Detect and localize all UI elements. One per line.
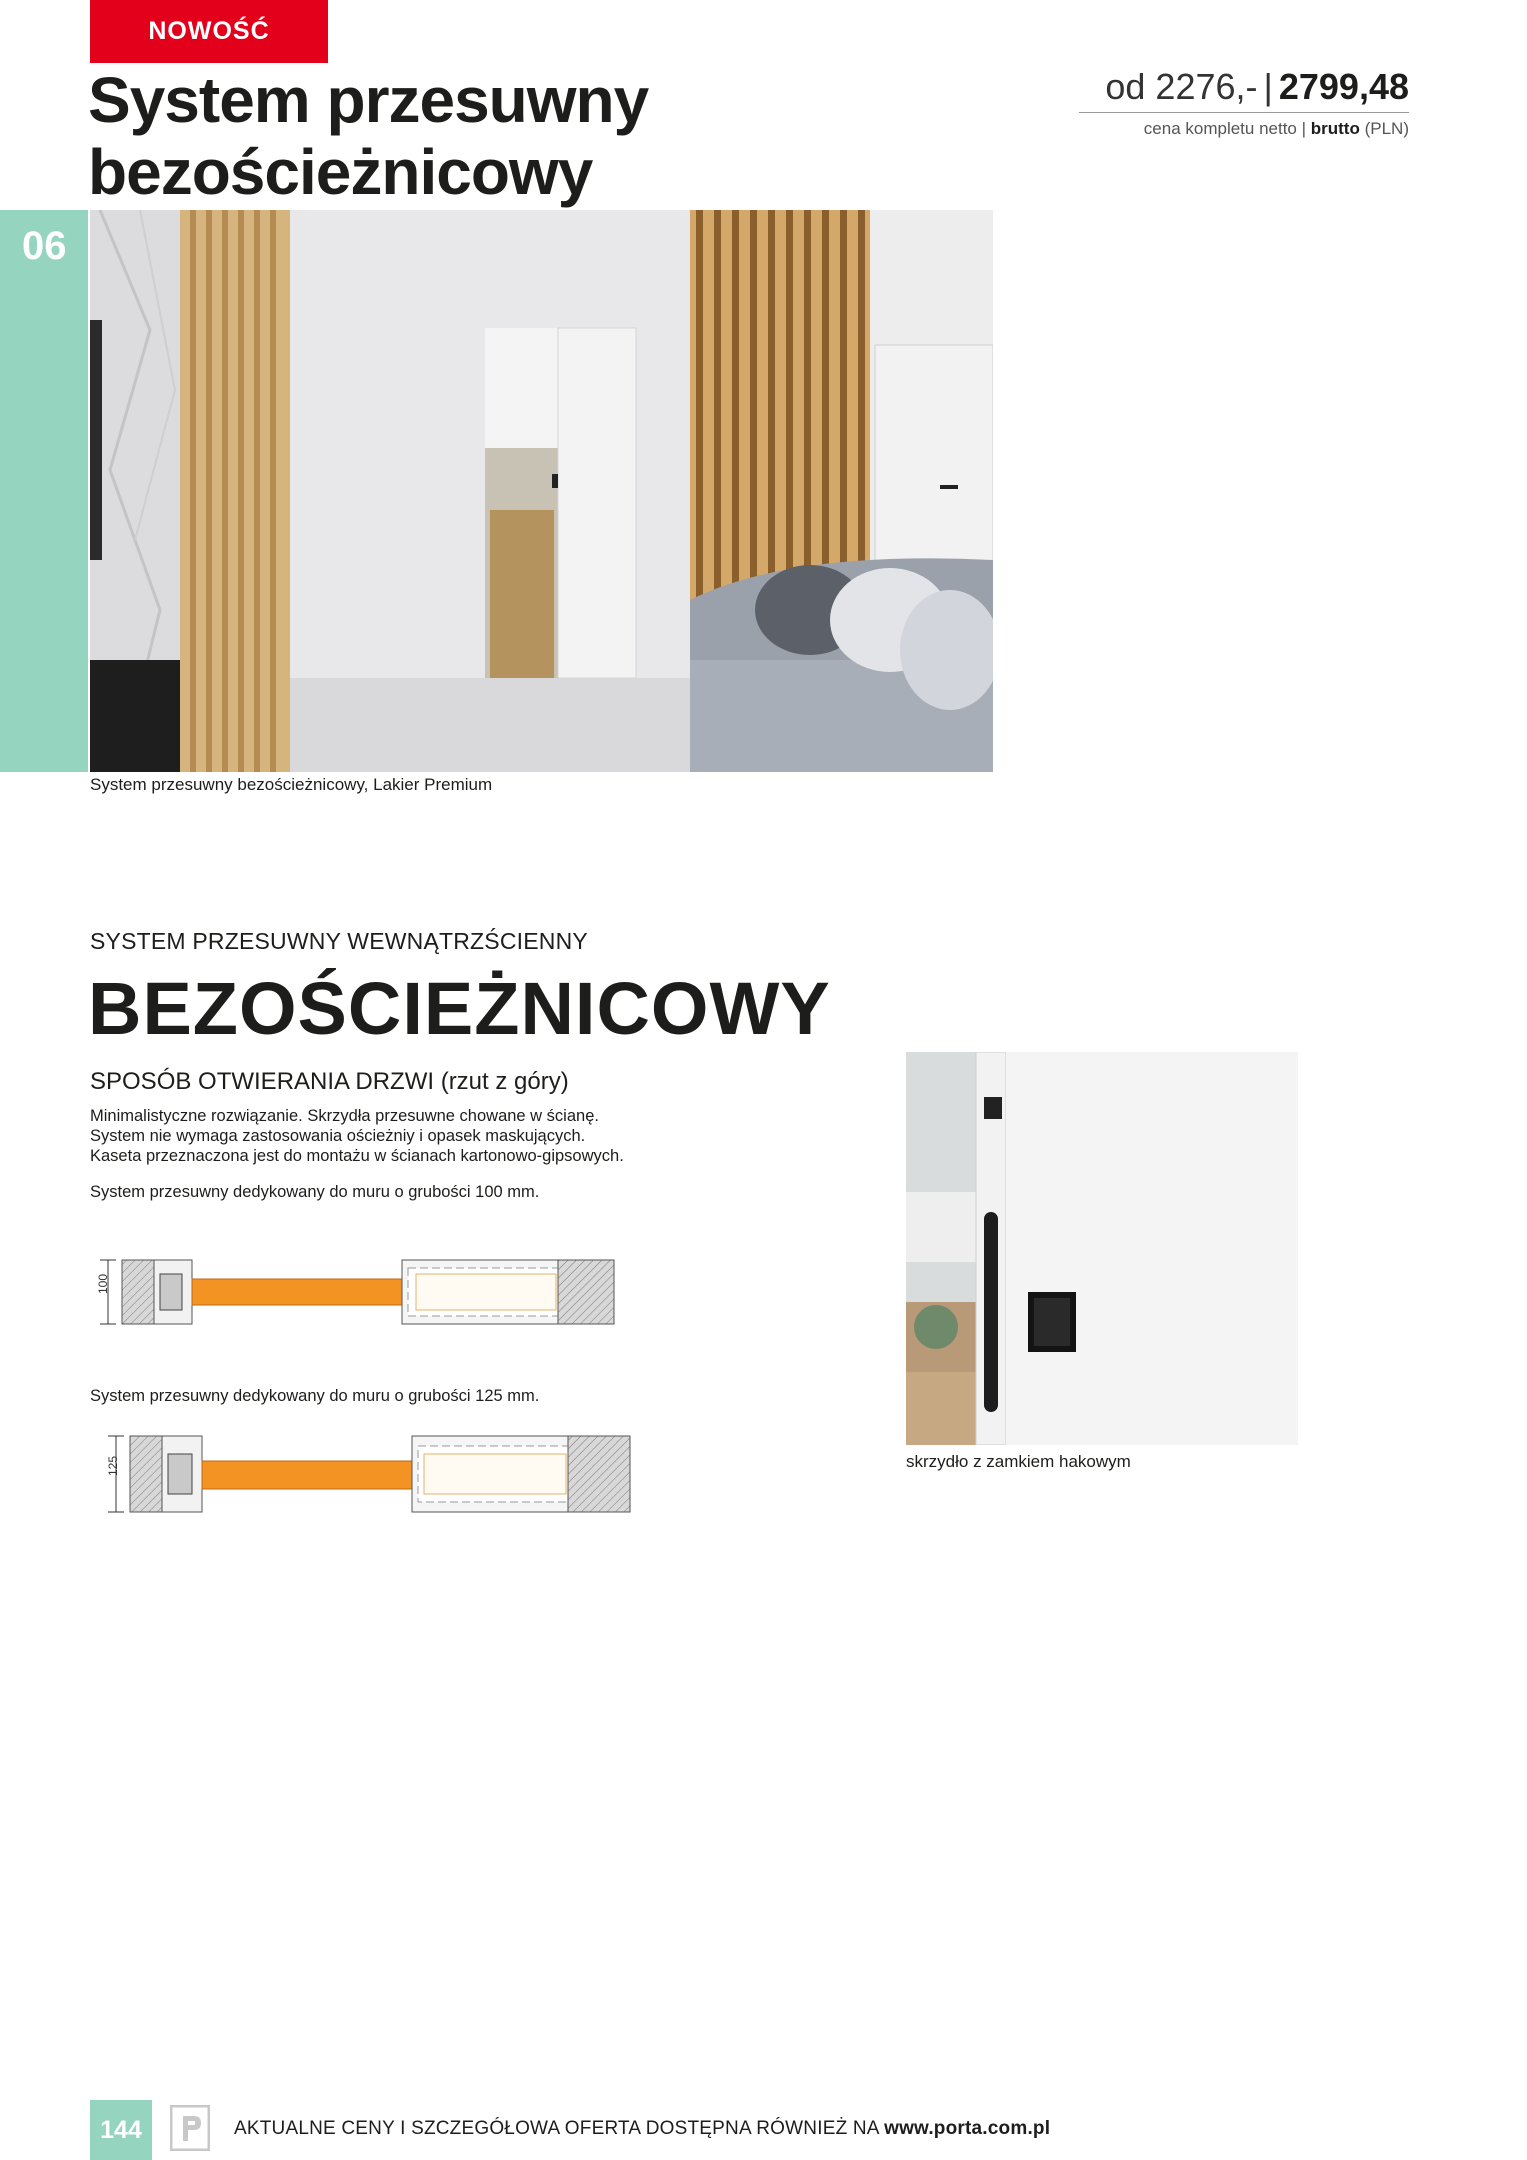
title-line-1: System przesuwny [88, 64, 649, 136]
title-line-2: bezościeżnicowy [88, 136, 593, 208]
chapter-number: 06 [22, 224, 67, 268]
page-title [88, 64, 648, 208]
price-block [1079, 64, 1409, 139]
chapter-tab [0, 210, 88, 772]
price-divider [1079, 112, 1409, 113]
porta-logo-icon [170, 2105, 210, 2151]
plan-diagram-100 [90, 1254, 670, 1334]
door-lock-caption: skrzydło z zamkiem hakowym [906, 1452, 1131, 1471]
price-note-bold: brutto [1310, 119, 1360, 138]
page-number-label: 144 [100, 2115, 142, 2144]
price-separator: | [1263, 66, 1273, 107]
description-line-2: System nie wymaga zastosowania ościeżniy i opasek maskujących. [90, 1127, 586, 1145]
section-kicker: SYSTEM PRZESUWNY WEWNĄTRZŚCIENNY [90, 928, 588, 954]
footer-text [234, 2118, 1050, 2140]
door-lock-photo [906, 1052, 1298, 1445]
plan-diagram-125-drawing [90, 1426, 680, 1516]
footer-url[interactable]: www.porta.com.pl [884, 2118, 1051, 2139]
price-note-suffix: (PLN) [1364, 119, 1409, 138]
page-number [90, 2100, 152, 2160]
description-line-1: Minimalistyczne rozwiązanie. Skrzydła przesuwne chowane w ścianę. [90, 1107, 599, 1125]
opening-method-heading: SPOSÓB OTWIERANIA DRZWI (rzut z góry) [90, 1068, 569, 1095]
plan-diagram-125 [90, 1426, 680, 1516]
description-line-3: Kaseta przeznaczona jest do montażu w ścianach kartonowo-gipsowych. [90, 1147, 624, 1165]
price-row [1079, 64, 1409, 110]
dimension-125-label: 125 [106, 1455, 120, 1476]
wall-125-note: System przesuwny dedykowany do muru o grubości 125 mm. [90, 1387, 540, 1405]
hero-caption: System przesuwny bezościeżnicowy, Lakier Premium [90, 775, 493, 794]
dimension-100-label: 100 [96, 1273, 110, 1294]
price-net: od 2276,- [1105, 66, 1258, 107]
new-badge-label: NOWOŚĆ [148, 17, 270, 45]
section-title: BEZOŚCIEŻNICOWY [88, 967, 831, 1050]
wall-100-note: System przesuwny dedykowany do muru o grubości 100 mm. [90, 1183, 540, 1201]
new-badge [90, 0, 328, 63]
footer-text-prefix: AKTUALNE CENY I SZCZEGÓŁOWA OFERTA DOSTĘPNA RÓWNIEŻ NA [234, 2118, 879, 2139]
price-note [1079, 119, 1409, 139]
description [90, 1106, 790, 1202]
price-note-prefix: cena kompletu netto | [1143, 119, 1307, 138]
plan-diagram-100-drawing [90, 1254, 670, 1334]
hero-photo-illustration [90, 210, 993, 772]
price-gross: 2799,48 [1278, 66, 1409, 107]
door-lock-photo-illustration [906, 1052, 1298, 1445]
hero-photo [90, 210, 993, 772]
